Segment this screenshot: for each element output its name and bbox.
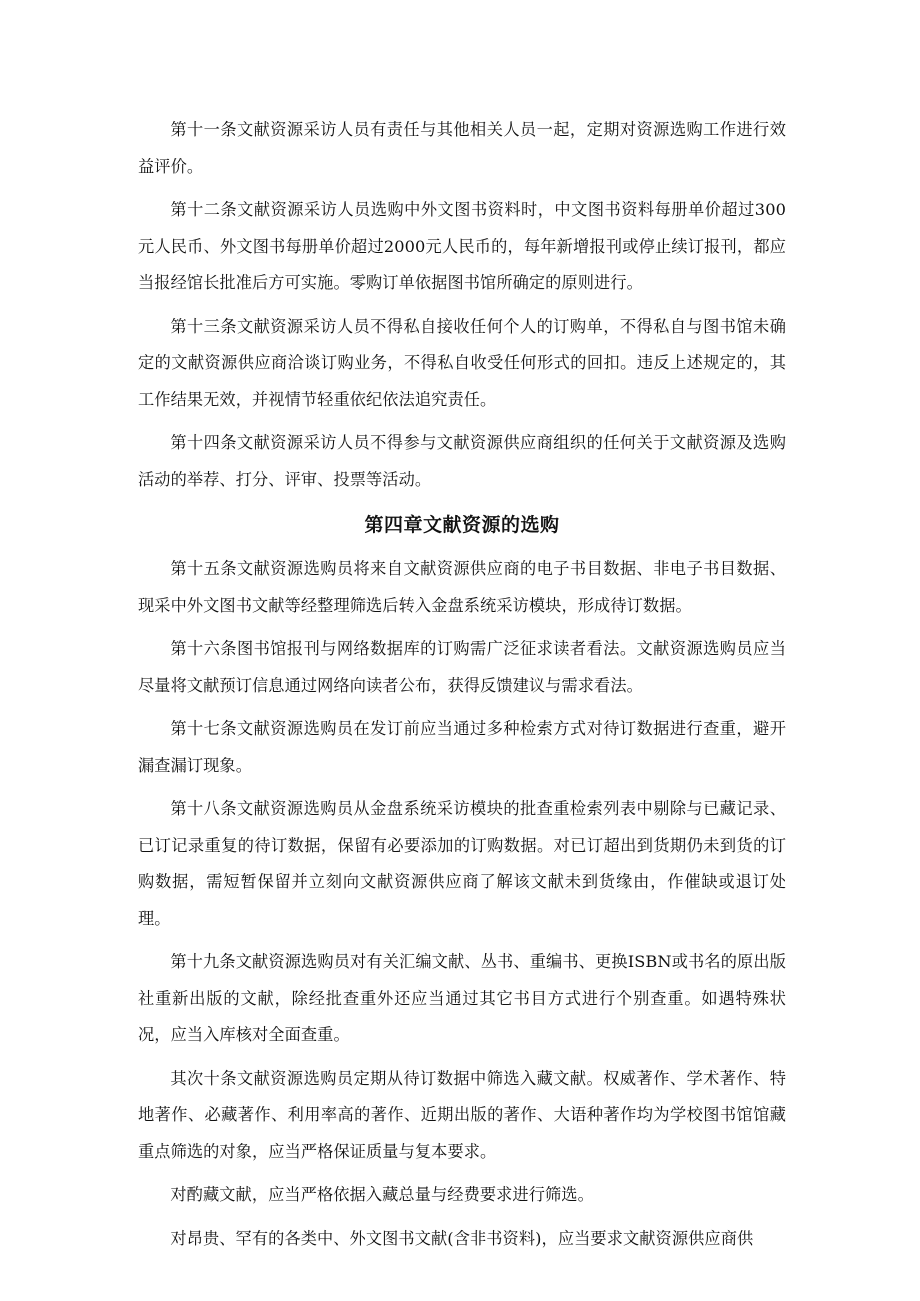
article-16-paragraph: 第十六条图书馆报刊与网络数据库的订购需广泛征求读者看法。文献资源选购员应当尽量将文献预订信息通过网络向读者公布，获得反馈建议与需求看法。	[138, 639, 786, 695]
article-12-paragraph: 第十二条文献资源采访人员选购中外文图书资料时，中文图书资料每册单价超过300元人民币、外文图书每册单价超过2000元人民币的，每年新增报刊或停止续订报刊，都应当报经馆长批准后方可实施。零购订单依据图书馆所确定的原则进行。	[138, 200, 786, 292]
document-page	[138, 112, 786, 1264]
article-15-paragraph: 第十五条文献资源选购员将来自文献资源供应商的电子书目数据、非电子书目数据、现采中外文图书文献等经整理筛选后转入金盘系统采访模块，形成待订数据。	[138, 559, 786, 615]
article-13-paragraph: 第十三条文献资源采访人员不得私自接收任何个人的订购单，不得私自与图书馆未确定的文献资源供应商洽谈订购业务，不得私自收受任何形式的回扣。违反上述规定的，其工作结果无效，并视情节轻重依纪依法追究责任。	[138, 316, 786, 409]
article-19-paragraph: 第十九条文献资源选购员对有关汇编文献、丛书、重编书、更换ISBN或书名的原出版社重新出版的文献，除经批查重外还应当通过其它书目方式进行个别查重。如遇特殊状况，应当入库核对全面查重。	[138, 952, 786, 1044]
article-14-paragraph: 第十四条文献资源采访人员不得参与文献资源供应商组织的任何关于文献资源及选购活动的举荐、打分、评审、投票等活动。	[138, 433, 786, 489]
article-20-paragraph: 其次十条文献资源选购员定期从待订数据中筛选入藏文献。权威著作、学术著作、特地著作、必藏著作、利用率高的著作、近期出版的著作、大语种著作均为学校图书馆馆藏重点筛选的对象，应当严格保证质量与复本要求。	[138, 1068, 786, 1161]
article-18-paragraph: 第十八条文献资源选购员从金盘系统采访模块的批查重检索列表中剔除与已藏记录、已订记录重复的待订数据，保留有必要添加的订购数据。对已订超出到货期仍未到货的订购数据，需短暂保留并立刻向文献资源供应商了解该文献未到货缘由，作催缺或退订处理。	[138, 799, 786, 928]
article-11-paragraph: 第十一条文献资源采访人员有责任与其他相关人员一起，定期对资源选购工作进行效益评价。	[138, 120, 786, 176]
rare-documents-paragraph: 对昂贵、罕有的各类中、外文图书文献(含非书资料)，应当要求文献资源供应商供	[170, 1228, 754, 1248]
discretionary-collection-paragraph: 对酌藏文献，应当严格依据入藏总量与经费要求进行筛选。	[170, 1185, 594, 1204]
chapter-4-title: 第四章文献资源的选购	[364, 514, 560, 536]
article-17-paragraph: 第十七条文献资源选购员在发订前应当通过多种检索方式对待订数据进行查重，避开漏查漏订现象。	[138, 719, 786, 775]
